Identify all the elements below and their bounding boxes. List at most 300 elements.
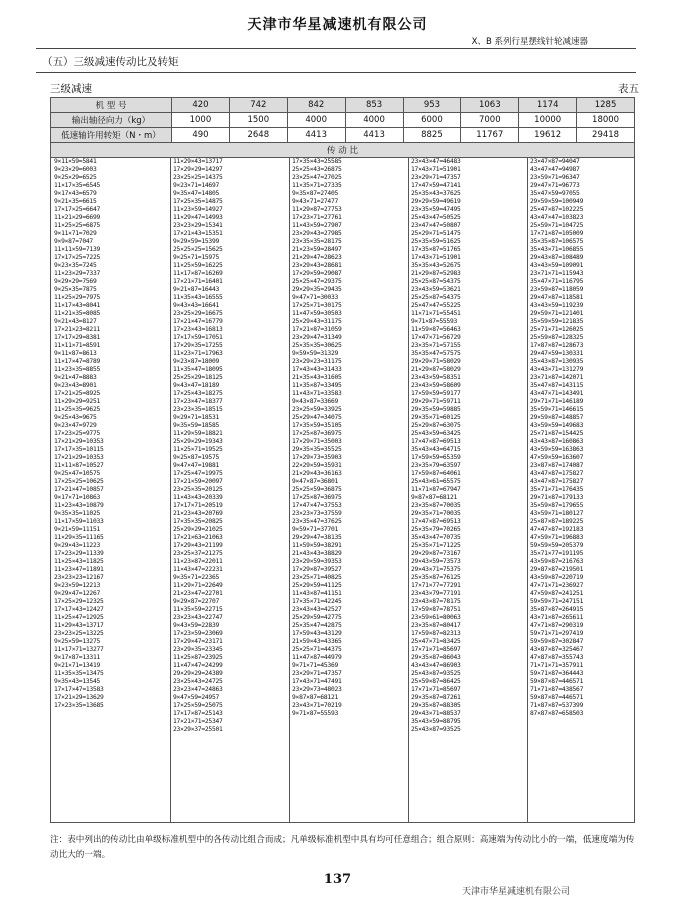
ratio-entry: 43×47×47=94987 <box>530 166 580 173</box>
ratio-entry: 11×35×43=16555 <box>173 294 223 301</box>
model-cell: 1063 <box>461 98 519 113</box>
ratio-entry: 23×25×47=27025 <box>292 174 342 181</box>
page-number: 137 <box>323 872 352 887</box>
ratio-entry: 23×29×43=27985 <box>292 230 342 237</box>
ratio-entry: 35×43×43=64715 <box>411 446 461 453</box>
ratio-entry: 35×71×71=176435 <box>530 486 584 493</box>
ratio-entry: 23×29×35=23345 <box>173 646 223 653</box>
ratio-entry: 17×21×59=20097 <box>173 478 223 485</box>
ratio-entry: 9×71×87=55593 <box>411 318 458 325</box>
ratio-entry: 11×17×47=8789 <box>54 358 101 365</box>
ratio-entry: 9×35×71=22365 <box>173 574 220 581</box>
ratio-entry: 35×43×47=70735 <box>411 534 461 541</box>
ratio-column <box>54 158 112 710</box>
radial-force-cell: 18000 <box>577 113 635 128</box>
ratio-entry: 43×47×87=175827 <box>530 470 584 477</box>
ratio-entry: 25×47×71=83425 <box>411 638 461 645</box>
ratio-entry: 11×25×59=16225 <box>173 262 223 269</box>
ratio-entry: 25×87×87=189225 <box>530 518 584 525</box>
ratio-entry: 9×23×35=7245 <box>54 262 97 269</box>
ratio-entry: 25×35×43=37625 <box>411 190 461 197</box>
ratio-entry: 9×23×59=12213 <box>54 582 101 589</box>
ratio-entry: 25×25×59=36875 <box>292 486 342 493</box>
ratio-entry: 29×29×71=58029 <box>411 358 461 365</box>
ratio-entry: 23×25×35=20125 <box>173 486 223 493</box>
ratio-entry: 17×23×35=13685 <box>54 702 104 709</box>
ratio-entry: 23×25×43=24725 <box>173 678 223 685</box>
ratio-entry: 9×43×87=33669 <box>292 398 339 405</box>
ratio-entry: 9×71×87=55593 <box>292 710 339 717</box>
ratio-entry: 11×17×87=16269 <box>173 270 223 277</box>
ratio-entry: 25×29×59=42775 <box>292 614 342 621</box>
ratio-entry: 23×23×23=12167 <box>54 574 104 581</box>
radial-force-cell: 4000 <box>287 113 345 128</box>
model-cell: 953 <box>403 98 461 113</box>
ratio-entry: 25×47×47=55225 <box>411 302 461 309</box>
ratio-entry: 9×17×71=10863 <box>54 494 101 501</box>
ratio-entry: 23×59×71=96347 <box>530 174 580 181</box>
ratio-entry: 25×43×47=50525 <box>411 214 461 221</box>
ratio-entry: 9×87×87=68121 <box>292 694 339 701</box>
torque-label: 低速轴许用转矩（N・m） <box>51 128 172 143</box>
ratio-entry: 23×43×47=46483 <box>411 158 461 165</box>
model-label: 机 型 号 <box>51 98 172 113</box>
ratio-entry: 35×47×59=97055 <box>530 190 580 197</box>
ratio-entry: 17×25×47=19975 <box>173 470 223 477</box>
ratio-entry: 29×43×71=75375 <box>411 566 461 573</box>
ratio-entry: 29×43×59=73573 <box>411 558 461 565</box>
ratio-entry: 29×35×35=35525 <box>292 446 342 453</box>
ratio-entry: 23×35×35=28175 <box>292 238 342 245</box>
ratio-entry: 17×17×71=20519 <box>173 502 223 509</box>
ratio-entry: 9×35×43=13545 <box>54 678 101 685</box>
ratio-entry: 9×9×87=7047 <box>54 238 93 245</box>
ratio-entry: 9×29×47=12267 <box>54 590 101 597</box>
ratio-entry: 23×29×23=31175 <box>292 358 342 365</box>
ratio-entry: 11×23×87=22011 <box>173 558 223 565</box>
ratio-entry: 59×71×71=297419 <box>530 630 584 637</box>
ratio-entry: 25×25×29=18125 <box>173 374 223 381</box>
ratio-entry: 11×29×35=11165 <box>54 534 104 541</box>
ratio-entry: 17×29×71=35003 <box>292 438 342 445</box>
ratio-entry: 47×71×71=236927 <box>530 582 584 589</box>
ratio-entry: 9×59×59=31329 <box>292 350 339 357</box>
ratio-entry: 23×29×37=25501 <box>173 726 223 733</box>
ratio-entry: 9×21×35=6615 <box>54 198 97 205</box>
ratio-entry: 11×25×29=7975 <box>54 294 101 301</box>
ratio-entry: 29×47×59=130331 <box>530 350 584 357</box>
ratio-entry: 17×21×71=16401 <box>173 278 223 285</box>
ratio-column <box>411 158 469 734</box>
model-cell: 1174 <box>519 98 577 113</box>
ratio-entry: 17×47×87=69513 <box>411 518 461 525</box>
ratio-table-body <box>50 158 635 823</box>
ratio-entry: 23×43×59=58351 <box>411 374 461 381</box>
ratio-entry: 11×29×43=13717 <box>173 158 223 165</box>
ratio-entry: 25×71×71=126025 <box>530 326 584 333</box>
ratio-entry: 29×87×87=219501 <box>530 566 584 573</box>
ratio-entry: 11×29×87=27753 <box>292 206 342 213</box>
ratio-entry: 25×43×59=63425 <box>411 430 461 437</box>
ratio-entry: 9×17×87=13311 <box>54 654 101 661</box>
ratio-entry: 23×23×47=24863 <box>173 686 223 693</box>
ratio-entry: 23×71×71=115943 <box>530 270 584 277</box>
ratio-entry: 9×29×87=22707 <box>173 598 220 605</box>
ratio-entry: 47×47×87=192183 <box>530 526 584 533</box>
ratio-entry: 9×35×47=14805 <box>173 190 220 197</box>
ratio-entry: 43×43×47=86903 <box>411 662 461 669</box>
ratio-entry: 9×21×71=13419 <box>54 662 101 669</box>
ratio-column <box>292 158 350 718</box>
ratio-entry: 35×43×71=106855 <box>530 246 584 253</box>
ratio-entry: 23×43×71=70219 <box>292 702 342 709</box>
ratio-entry: 17×47×47=37553 <box>292 502 342 509</box>
radial-force-cell: 10000 <box>519 113 577 128</box>
ratio-entry: 47×87×87=355743 <box>530 654 584 661</box>
column-divider <box>408 158 409 823</box>
ratio-entry: 23×29×59=39353 <box>292 558 342 565</box>
ratio-entry: 11×43×59=27907 <box>292 222 342 229</box>
ratio-entry: 23×23×43=22747 <box>173 614 223 621</box>
ratio-entry: 9×23×71=14697 <box>173 182 220 189</box>
ratio-entry: 9×11×59=5841 <box>54 158 97 165</box>
ratio-column <box>173 158 231 734</box>
ratio-entry: 9×29×59=15399 <box>173 238 220 245</box>
model-cell: 420 <box>172 98 230 113</box>
model-cell: 853 <box>345 98 403 113</box>
ratio-entry: 17×23×59=23069 <box>173 630 223 637</box>
ratio-entry: 17×25×25=10625 <box>54 478 104 485</box>
ratio-entry: 9×21×43=8127 <box>54 318 97 325</box>
ratio-entry: 11×25×47=12925 <box>54 614 104 621</box>
ratio-entry: 47×59×59=163607 <box>530 454 584 461</box>
torque-cell: 8825 <box>403 128 461 143</box>
ratio-entry: 9×43×43=16641 <box>173 302 220 309</box>
ratio-entry: 25×43×87=93525 <box>411 670 461 677</box>
ratio-entry: 11×11×59=7139 <box>54 246 101 253</box>
ratio-entry: 17×25×87=36975 <box>292 494 342 501</box>
radial-force-label: 输出轴径向力（kg） <box>51 113 172 128</box>
ratio-entry: 29×29×47=38135 <box>292 534 342 541</box>
ratio-entry: 35×43×87=130935 <box>530 358 584 365</box>
ratio-entry: 9×25×35=7875 <box>54 286 97 293</box>
ratio-entry: 23×25×29=16675 <box>173 310 223 317</box>
ratio-entry: 35×35×47=57575 <box>411 350 461 357</box>
ratio-entry: 35×35×87=106575 <box>530 238 584 245</box>
ratio-entry: 9×25×47=10575 <box>54 470 101 477</box>
ratio-entry: 29×29×71=59711 <box>411 398 461 405</box>
ratio-entry: 21×35×43=31605 <box>292 374 342 381</box>
ratio-entry: 17×47×71=56729 <box>411 334 461 341</box>
ratio-entry: 47×59×87=241251 <box>530 590 584 597</box>
ratio-entry: 11×47×87=44979 <box>292 654 342 661</box>
ratio-entry: 23×23×73=37559 <box>292 510 342 517</box>
ratio-entry: 11×35×47=18095 <box>173 366 223 373</box>
ratio-entry: 43×87×87=325467 <box>530 646 584 653</box>
ratio-entry: 11×23×59=14927 <box>173 206 223 213</box>
ratio-entry: 9×47×47=19881 <box>173 462 220 469</box>
ratio-entry: 25×35×71=71225 <box>411 542 461 549</box>
ratio-entry: 9×35×87=27405 <box>292 190 339 197</box>
ratio-column <box>530 158 588 718</box>
torque-cell: 490 <box>172 128 230 143</box>
ratio-entry: 29×59×59=100949 <box>530 198 584 205</box>
ratio-entry: 29×59×87=148857 <box>530 414 584 421</box>
ratio-entry: 17×29×35=17255 <box>173 342 223 349</box>
ratio-entry: 17×71×71=85697 <box>411 686 461 693</box>
ratio-entry: 11×59×87=56463 <box>411 326 461 333</box>
ratio-entry: 23×43×59=53621 <box>411 286 461 293</box>
ratio-entry: 9×11×71=7029 <box>54 230 97 237</box>
ratio-entry: 17×21×29=10353 <box>54 454 104 461</box>
ratio-entry: 25×59×87=86425 <box>411 678 461 685</box>
ratio-entry: 71×71×87=438567 <box>530 686 584 693</box>
ratio-entry: 29×35×71=60125 <box>411 414 461 421</box>
ratio-entry: 17×59×87=64061 <box>411 470 461 477</box>
torque-cell: 2648 <box>229 128 287 143</box>
ratio-entry: 9×47×59=24957 <box>173 694 220 701</box>
ratio-entry: 9×25×71=15975 <box>173 254 220 261</box>
ratio-entry: 17×23×29=11339 <box>54 550 104 557</box>
ratio-entry: 23×71×87=142071 <box>530 374 584 381</box>
ratio-entry: 47×59×71=196883 <box>530 534 584 541</box>
ratio-entry: 11×47×47=24299 <box>173 662 223 669</box>
ratio-entry: 17×59×87=78751 <box>411 606 461 613</box>
ratio-entry: 9×25×59=13275 <box>54 638 101 645</box>
ratio-entry: 9×23×29=6003 <box>54 166 97 173</box>
ratio-entry: 11×43×87=41151 <box>292 590 342 597</box>
ratio-entry: 29×35×87=86043 <box>411 654 461 661</box>
ratio-entry: 59×59×87=302847 <box>530 638 584 645</box>
ratio-entry: 23×29×43=28681 <box>292 262 342 269</box>
ratio-entry: 9×87×87=68121 <box>411 494 458 501</box>
ratio-entry: 23×47×47=50807 <box>411 222 461 229</box>
ratio-entry: 17×35×87=51765 <box>411 246 461 253</box>
ratio-entry: 21×23×59=28497 <box>292 246 342 253</box>
ratio-entry: 23×59×61=80063 <box>411 614 461 621</box>
ratio-entry: 11×17×71=13277 <box>54 646 104 653</box>
ratio-entry: 17×17×29=8381 <box>54 334 101 341</box>
ratio-entry: 47×71×87=290319 <box>530 622 584 629</box>
model-cell: 842 <box>287 98 345 113</box>
ratio-entry: 11×23×29=7337 <box>54 270 101 277</box>
ratio-entry: 43×47×47=103823 <box>530 214 584 221</box>
ratio-entry: 23×29×71=47357 <box>292 670 342 677</box>
column-divider <box>170 158 171 823</box>
ratio-entry: 35×87×87=264915 <box>530 606 584 613</box>
ratio-entry: 9×43×59=22839 <box>173 622 220 629</box>
ratio-entry: 11×11×87=10527 <box>54 462 104 469</box>
ratio-entry: 21×59×43=43365 <box>292 638 342 645</box>
ratio-entry: 11×25×43=11825 <box>54 558 104 565</box>
ratio-entry: 17×47×87=69513 <box>411 438 461 445</box>
ratio-entry: 17×43×71=51901 <box>411 254 461 261</box>
ratio-entry: 17×59×59=65359 <box>411 454 461 461</box>
ratio-entry: 23×59×87=118059 <box>530 286 584 293</box>
ratio-entry: 17×17×47=13583 <box>54 686 104 693</box>
ratio-entry: 43×59×59=149683 <box>530 422 584 429</box>
ratio-entry: 17×59×59=59177 <box>411 390 461 397</box>
ratio-entry: 17×17×35=10115 <box>54 446 104 453</box>
ratio-entry: 11×35×87=33495 <box>292 382 342 389</box>
ratio-entry: 43×47×87=175827 <box>530 478 584 485</box>
ratio-entry: 29×29×29=24389 <box>173 670 223 677</box>
ratio-entry: 9×11×87=8613 <box>54 350 97 357</box>
ratio-entry: 25×29×87=63075 <box>411 422 461 429</box>
ratio-header: 传 动 比 <box>51 143 635 158</box>
ratio-entry: 23×23×29=15341 <box>173 222 223 229</box>
ratio-entry: 17×25×87=36975 <box>292 430 342 437</box>
ratio-entry: 17×21×47=10857 <box>54 486 104 493</box>
ratio-entry: 11×21×29=6699 <box>54 214 101 221</box>
ratio-entry: 25×35×35=30625 <box>292 342 342 349</box>
ratio-entry: 11×17×43=8041 <box>54 302 101 309</box>
ratio-entry: 11×25×87=23925 <box>173 654 223 661</box>
header-divider <box>36 48 636 49</box>
ratio-entry: 29×29×35=29435 <box>292 286 342 293</box>
ratio-entry: 9×29×29=7569 <box>54 278 97 285</box>
ratio-entry: 11×35×71=27335 <box>292 182 342 189</box>
ratio-entry: 59×87×87=446571 <box>530 678 584 685</box>
ratio-entry: 17×25×35=14875 <box>173 198 223 205</box>
ratio-entry: 23×29×47=31349 <box>292 334 342 341</box>
ratio-entry: 17×87×87=128673 <box>530 342 584 349</box>
ratio-entry: 21×29×87=58029 <box>411 366 461 373</box>
ratio-entry: 11×43×47=22231 <box>173 566 223 573</box>
ratio-entry: 11×17×59=11033 <box>54 518 104 525</box>
ratio-entry: 17×23×43=16813 <box>173 326 223 333</box>
ratio-entry: 17×21×87=31059 <box>292 326 342 333</box>
ratio-entry: 23×43×59=58609 <box>411 382 461 389</box>
ratio-entry: 11×35×59=22715 <box>173 606 223 613</box>
ratio-entry: 17×71×87=105009 <box>530 230 584 237</box>
ratio-entry: 11×17×35=6545 <box>54 182 101 189</box>
section-title: （五）三级减速传动比及转矩 <box>42 56 179 68</box>
ratio-entry: 17×35×59=35105 <box>292 422 342 429</box>
ratio-entry: 17×17×43=12427 <box>54 606 104 613</box>
ratio-entry: 23×35×47=37625 <box>292 518 342 525</box>
ratio-entry: 35×59×59=121835 <box>530 318 584 325</box>
column-divider <box>289 158 290 823</box>
ratio-entry: 11×23×43=10879 <box>54 502 104 509</box>
ratio-entry: 17×59×43=43129 <box>292 630 342 637</box>
company-header: 天津市华星减速机有限公司 <box>247 17 428 33</box>
ratio-entry: 25×25×87=54375 <box>411 278 461 285</box>
ratio-entry: 25×35×79=70265 <box>411 526 461 533</box>
ratio-entry: 59×59×71=247151 <box>530 598 584 605</box>
ratio-entry: 17×17×25=6647 <box>54 206 101 213</box>
ratio-entry: 21×43×43=38829 <box>292 550 342 557</box>
torque-cell: 19612 <box>519 128 577 143</box>
radial-force-cell: 1500 <box>229 113 287 128</box>
ratio-entry: 9×43×47=18189 <box>173 382 220 389</box>
ratio-entry: 43×59×87=216763 <box>530 558 584 565</box>
ratio-entry: 35×59×87=179655 <box>530 502 584 509</box>
ratio-entry: 25×59×71=104725 <box>530 222 584 229</box>
ratio-entry: 25×71×87=154425 <box>530 430 584 437</box>
ratio-entry: 23×35×87=80417 <box>411 622 461 629</box>
footnote: 注：表中列出的传动比由单级标准机型中的各传动比组合而成；凡单级标准机型中具有均可任意组合；组合原则：高速端为传动比小的一端，低速度端为传动比大的一端。 <box>50 835 635 860</box>
ratio-entry: 17×35×35=20825 <box>173 518 223 525</box>
radial-force-cell: 4000 <box>345 113 403 128</box>
ratio-entry: 17×29×43=21199 <box>173 542 223 549</box>
ratio-entry: 9×21×87=16443 <box>173 286 220 293</box>
ratio-entry: 43×43×71=131279 <box>530 366 584 373</box>
ratio-entry: 17×25×71=30175 <box>292 302 342 309</box>
ratio-entry: 9×25×43=9675 <box>54 414 97 421</box>
ratio-entry: 17×35×43=25585 <box>292 158 342 165</box>
ratio-entry: 29×35×87=87261 <box>411 694 461 701</box>
ratio-entry: 11×71×71=55451 <box>411 310 461 317</box>
ratio-entry: 23×25×37=21275 <box>173 550 223 557</box>
column-divider <box>527 158 528 823</box>
ratio-entry: 17×21×29=13629 <box>54 694 104 701</box>
ratio-entry: 11×29×59=18821 <box>173 430 223 437</box>
ratio-entry: 9×35×59=18585 <box>173 422 220 429</box>
ratio-entry: 17×23×71=27761 <box>292 214 342 221</box>
ratio-entry: 43×43×87=160863 <box>530 438 584 445</box>
ratio-entry: 25×35×87=76125 <box>411 574 461 581</box>
ratio-entry: 71×87×87=537399 <box>530 702 584 709</box>
ratio-entry: 59×71×87=364443 <box>530 670 584 677</box>
ratio-entry: 11×59×59=38291 <box>292 542 342 549</box>
ratio-entry: 11×25×71=19525 <box>173 446 223 453</box>
ratio-entry: 9×21×47=8883 <box>54 374 97 381</box>
ratio-entry: 29×35×59=59885 <box>411 406 461 413</box>
ratio-entry: 17×17×25=7225 <box>54 254 101 261</box>
ratio-entry: 9×43×71=27477 <box>292 198 339 205</box>
ratio-entry: 25×43×61=65575 <box>411 478 461 485</box>
ratio-header-row <box>51 143 635 158</box>
ratio-entry: 25×25×87=54375 <box>411 294 461 301</box>
ratio-entry: 23×23×35=18515 <box>173 406 223 413</box>
ratio-entry: 23×29×71=47357 <box>411 174 461 181</box>
ratio-entry: 17×29×73=35903 <box>292 454 342 461</box>
ratio-entry: 11×47×59=30503 <box>292 310 342 317</box>
ratio-entry: 25×35×47=42875 <box>292 622 342 629</box>
ratio-entry: 17×35×71=42245 <box>292 598 342 605</box>
ratio-entry: 29×71×87=179133 <box>530 494 584 501</box>
ratio-entry: 17×29×29=14297 <box>173 166 223 173</box>
ratio-entry: 17×29×59=29087 <box>292 270 342 277</box>
model-row <box>51 98 635 113</box>
ratio-entry: 29×29×59=49619 <box>411 198 461 205</box>
ratio-entry: 11×25×25=6875 <box>54 222 101 229</box>
ratio-entry: 23×25×59=33925 <box>292 406 342 413</box>
ratio-entry: 43×43×59=109091 <box>530 262 584 269</box>
ratio-entry: 17×29×87=39527 <box>292 566 342 573</box>
ratio-entry: 35×35×43=52675 <box>411 262 461 269</box>
ratio-entry: 22×29×59=35931 <box>292 462 342 469</box>
ratio-entry: 23×43×87=78175 <box>411 598 461 605</box>
ratio-entry: 23×23×25=13225 <box>54 630 104 637</box>
ratio-entry: 25×47×87=102225 <box>530 206 584 213</box>
torque-cell: 11767 <box>461 128 519 143</box>
ratio-entry: 9×47×87=36801 <box>292 478 339 485</box>
torque-cell: 4413 <box>287 128 345 143</box>
ratio-entry: 17×21×25=8925 <box>54 390 101 397</box>
ratio-entry: 9×29×71=18531 <box>173 414 220 421</box>
ratio-entry: 17×59×87=82313 <box>411 630 461 637</box>
ratio-entry: 9×25×87=19575 <box>173 454 220 461</box>
ratio-entry: 25×29×71=51475 <box>411 230 461 237</box>
ratio-entry: 35×59×71=146615 <box>530 406 584 413</box>
ratio-entry: 11×29×43=13717 <box>54 622 104 629</box>
table-subtitle: 三级减速 <box>50 83 92 95</box>
ratio-entry: 11×25×35=9625 <box>54 406 101 413</box>
ratio-entry: 35×43×59=88795 <box>411 718 461 725</box>
ratio-entry: 17×71×77=77291 <box>411 582 461 589</box>
